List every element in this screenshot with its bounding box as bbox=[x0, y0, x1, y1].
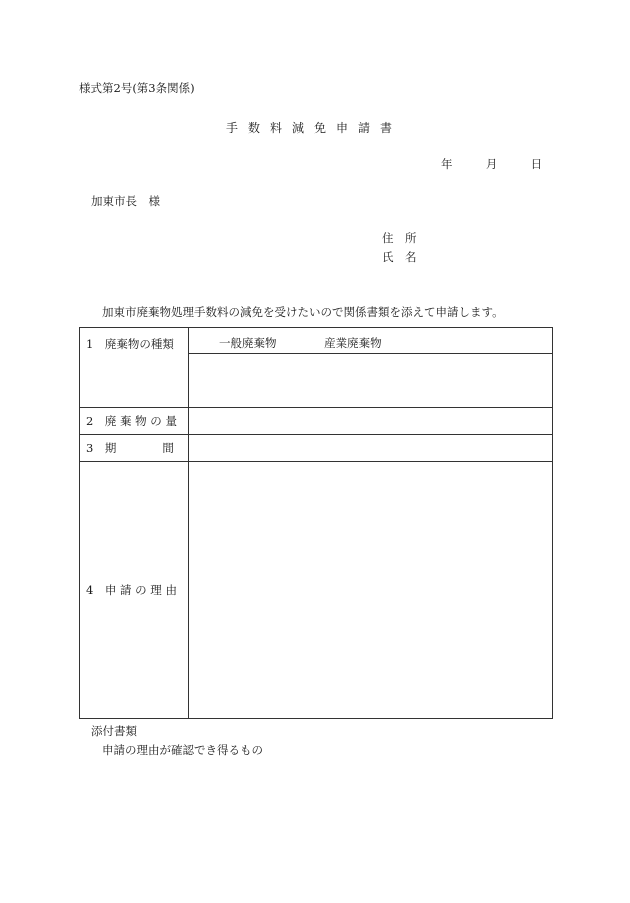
form-number: 様式第2号(第3条関係) bbox=[79, 81, 195, 95]
waste-type-label-cell bbox=[80, 328, 189, 408]
option-general-waste[interactable]: 一般廃棄物 bbox=[219, 336, 277, 350]
name-label: 氏 名 bbox=[382, 250, 417, 264]
period-label-cell bbox=[80, 435, 189, 462]
waste-type-value-cell[interactable] bbox=[189, 328, 553, 408]
document-title: 手数料減免申請書 bbox=[226, 121, 403, 135]
waste-type-label: 1 廃棄物の種類 bbox=[86, 337, 174, 351]
table-row-waste-amount bbox=[80, 408, 553, 435]
reason-field[interactable] bbox=[189, 462, 553, 719]
period-label: 3 期 間 bbox=[86, 441, 174, 455]
date-day: 日 bbox=[530, 157, 543, 171]
waste-type-options bbox=[189, 328, 552, 354]
reason-label: 4 申 請 の 理 由 bbox=[86, 583, 177, 597]
attachments-item: 申請の理由が確認でき得るもの bbox=[102, 743, 263, 757]
table-row-period bbox=[80, 435, 553, 462]
table-row-waste-type bbox=[80, 328, 553, 408]
reason-label-cell bbox=[80, 462, 189, 719]
application-form-table bbox=[79, 327, 553, 719]
request-statement: 加東市廃棄物処理手数料の減免を受けたいので関係書類を添えて申請します。 bbox=[102, 305, 504, 319]
date-month: 月 bbox=[485, 157, 498, 171]
date-line bbox=[441, 156, 542, 172]
option-industrial-waste[interactable]: 産業廃棄物 bbox=[324, 336, 382, 350]
date-year: 年 bbox=[441, 157, 453, 171]
attachments-heading: 添付書類 bbox=[91, 724, 137, 738]
waste-amount-field[interactable] bbox=[189, 408, 553, 435]
period-field[interactable] bbox=[189, 435, 553, 462]
waste-amount-label: 2 廃 棄 物 の 量 bbox=[86, 414, 177, 428]
waste-type-detail-field[interactable] bbox=[189, 354, 552, 405]
addressee: 加東市長 様 bbox=[91, 194, 160, 208]
waste-amount-label-cell bbox=[80, 408, 189, 435]
address-label: 住 所 bbox=[382, 231, 417, 245]
table-row-reason bbox=[80, 462, 553, 719]
